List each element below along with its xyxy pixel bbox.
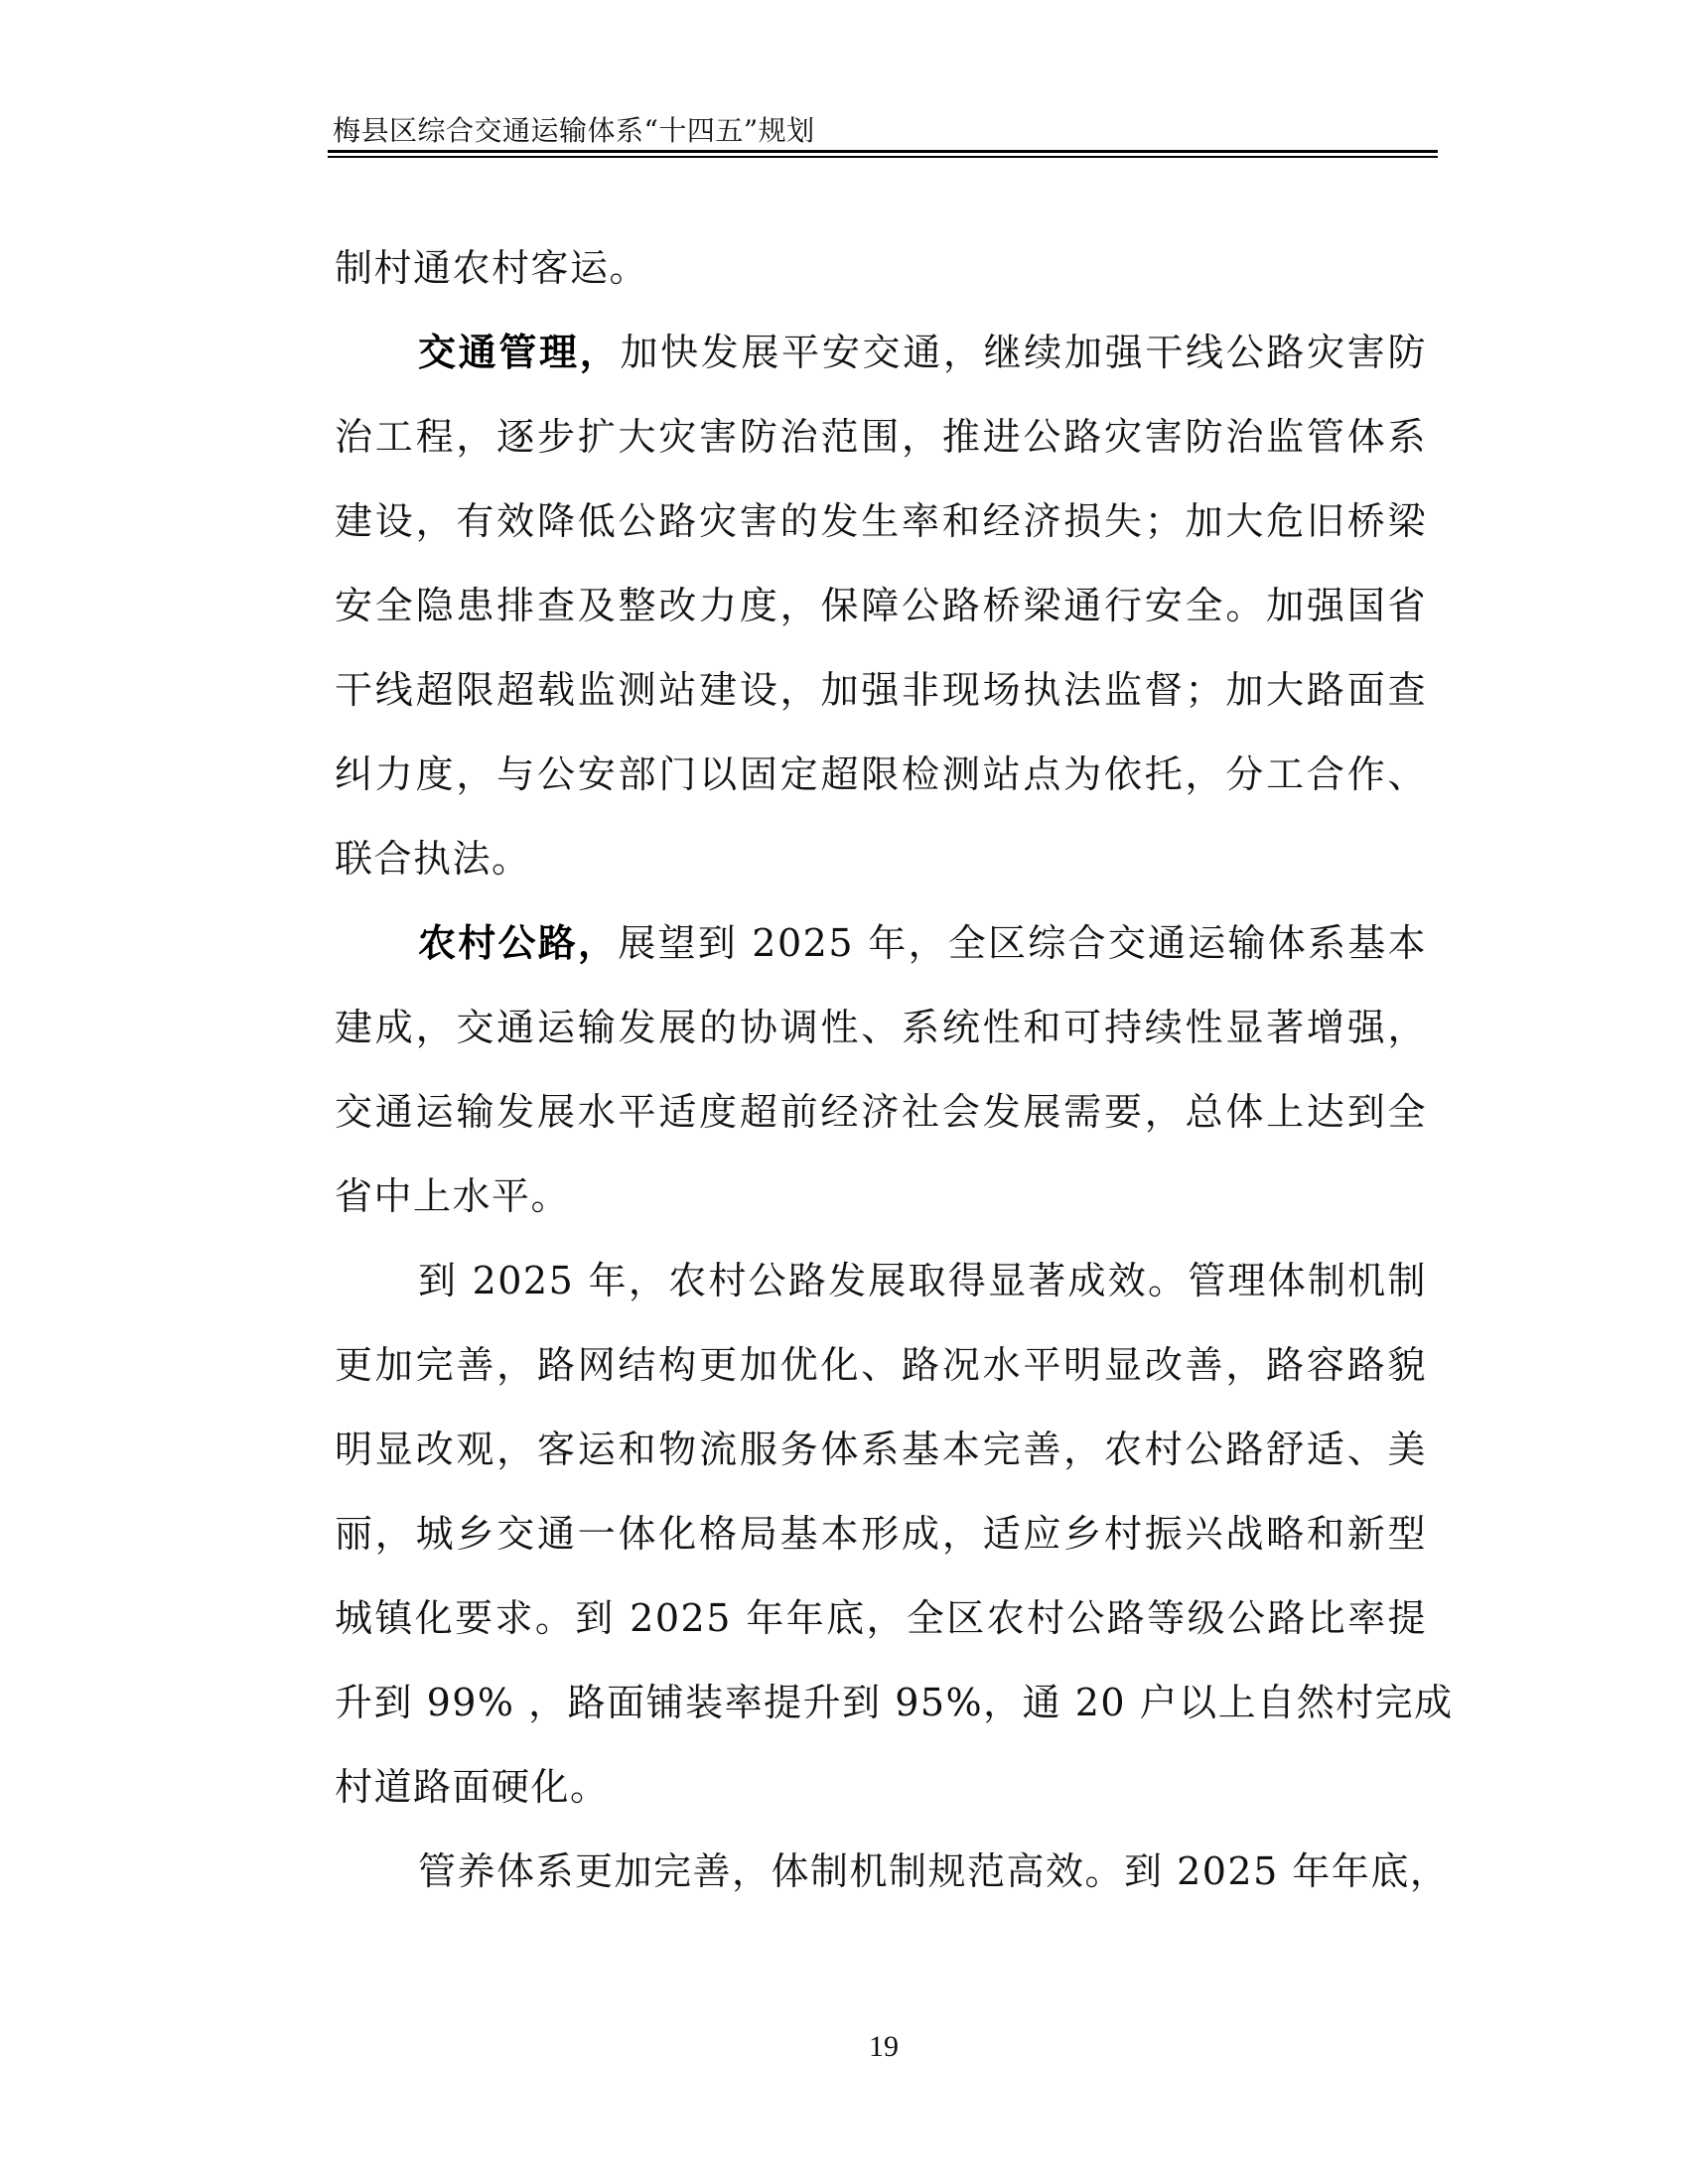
paragraph-start-rural-roads — [335, 913, 1427, 973]
bold-term: 交通管理， — [418, 330, 621, 374]
paragraph-start-2025-goals — [335, 1251, 1427, 1310]
line-text: 干线超限超载监测站建设，加强非现场执法监督；加大路面查 — [335, 668, 1427, 712]
text-line — [335, 576, 1427, 635]
line-text: 丽，城乡交通一体化格局基本形成，适应乡村振兴战略和新型 — [335, 1512, 1427, 1556]
line-text: 管养体系更加完善，体制机制规范高效。到 2025 年年底， — [418, 1849, 1450, 1893]
page-number: 19 — [869, 2030, 899, 2063]
text-line — [335, 491, 1427, 551]
line-text: 到 2025 年，农村公路发展取得显著成效。管理体制机制 — [418, 1259, 1427, 1302]
line-text: 治工程，逐步扩大灾害防治范围，推进公路灾害防治监管体系 — [335, 415, 1427, 459]
text-line — [335, 745, 1427, 804]
line-text: 建设，有效降低公路灾害的发生率和经济损失；加大危旧桥梁 — [335, 499, 1427, 543]
line-text: 村道路面硬化。 — [335, 1765, 610, 1809]
text-line — [335, 407, 1427, 467]
text-line — [335, 238, 1427, 298]
paragraph-start-maintenance — [335, 1842, 1450, 1901]
bold-term: 农村公路， — [418, 920, 619, 965]
line-text: 省中上水平。 — [335, 1174, 571, 1218]
line-text: 加快发展平安交通，继续加强干线公路灾害防 — [620, 331, 1427, 374]
line-text: 建成，交通运输发展的协调性、系统性和可持续性显著增强， — [335, 1006, 1427, 1049]
text-line — [335, 829, 1427, 888]
line-text: 明显改观，客运和物流服务体系基本完善，农村公路舒适、美 — [335, 1428, 1427, 1471]
line-text: 展望到 2025 年，全区综合交通运输体系基本 — [618, 921, 1427, 965]
text-line — [335, 1082, 1427, 1142]
text-line — [335, 1335, 1427, 1395]
line-text: 升到 99% ，路面铺装率提升到 95%，通 20 户以上自然村完成 — [335, 1681, 1454, 1724]
line-text: 安全隐患排查及整改力度，保障公路桥梁通行安全。加强国省 — [335, 584, 1427, 627]
text-line — [335, 1673, 1454, 1732]
text-line — [335, 1504, 1427, 1564]
line-text: 更加完善，路网结构更加优化、路况水平明显改善，路容路貌 — [335, 1343, 1427, 1387]
text-line — [335, 998, 1427, 1057]
line-text: 制村通农村客运。 — [335, 246, 649, 290]
line-text: 纠力度，与公安部门以固定超限检测站点为依托，分工合作、 — [335, 752, 1427, 796]
text-line — [335, 1757, 1427, 1817]
text-line — [335, 1420, 1427, 1479]
text-line — [335, 660, 1427, 720]
running-header: 梅县区综合交通运输体系“十四五”规划 — [333, 114, 815, 147]
header-rule-thin — [328, 156, 1438, 158]
header-rule-thick — [328, 150, 1438, 153]
text-line — [335, 1588, 1427, 1648]
line-text: 联合执法。 — [335, 837, 531, 881]
line-text: 交通运输发展水平适度超前经济社会发展需要，总体上达到全 — [335, 1090, 1427, 1134]
text-line — [335, 1166, 1427, 1226]
paragraph-start-traffic-management — [335, 323, 1427, 382]
line-text: 城镇化要求。到 2025 年年底，全区农村公路等级公路比率提 — [335, 1596, 1427, 1640]
